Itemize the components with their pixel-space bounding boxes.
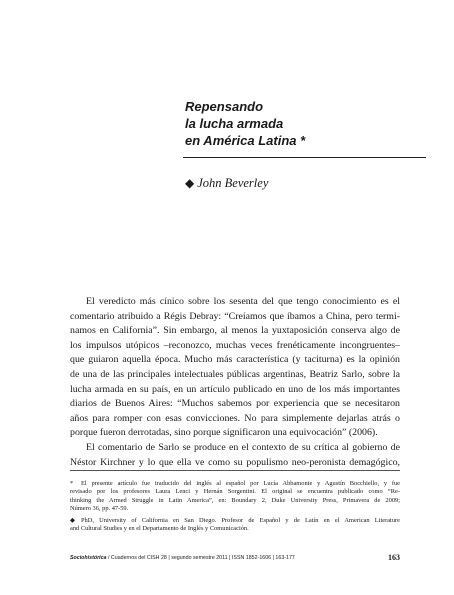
body-line: de una de las principales intelectuales públicas argentinas, Beatriz Sarlo, sobre la	[70, 368, 400, 380]
body-line: comentario atribuido a Régis Debray: “Creíamos que íbamos a China, pero termi-	[70, 310, 400, 322]
footnote-line: and Cultural Studies y en el Departamento de Inglés y Comunicación.	[70, 525, 249, 533]
body-text	[70, 295, 400, 470]
article-title	[185, 98, 425, 149]
title-line: la lucha armada	[185, 116, 284, 131]
footnote-line: ◆ PhD, University of California en San Diego. Profesor de Español y de Latín en el American Literature	[70, 517, 400, 525]
page-footer	[70, 555, 400, 561]
footnote-line: revisado por los profesores Laura Lenci y Hernán Sorgentini. El original se encuentra publicado como “Re-	[70, 488, 400, 496]
body-line: porque fueron derrotadas, sino porque significaron una equivocación” (2006).	[70, 427, 378, 439]
footnote	[70, 517, 400, 534]
body-line: El comentario de Sarlo se produce en el contexto de su crítica al gobierno de	[86, 441, 400, 453]
journal-name: Sociohistórica	[70, 555, 107, 561]
page-number: 163	[388, 553, 400, 562]
body-line: Néstor Kirchner y lo que ella ve como su populismo neo-peronista demagógico,	[70, 456, 400, 468]
footnote-line: thinking the Armed Struggle in Latin America”, en: Boundary 2, Duke University Press, Primavera de 2009;	[70, 496, 400, 504]
body-line: los impulsos utópicos –reconozco, muchas veces frenéticamente incongruentes–	[70, 339, 400, 351]
body-line: que guiaron aquella época. Mucho más característica (y taciturna) es la opinión	[70, 354, 400, 366]
diamond-icon: ◆	[185, 176, 195, 190]
body-line: lucha armada en su país, en un artículo publicado en uno de los más importantes	[70, 383, 400, 395]
body-line: años para romper con esas convicciones. No para simplemente dejarlas atrás o	[70, 412, 400, 424]
author-byline	[185, 176, 268, 191]
title-divider	[183, 157, 426, 158]
journal-details: / Cuadernos del CISH 28 | segundo semestre 2011 | ISSN 1852-1606 | 163-177	[107, 555, 295, 561]
diamond-icon: ◆	[70, 517, 75, 525]
footnote-line: * El presente artículo fue traducido del inglés al español por Lucía Abbamonte y Agustín Bocchiello, y fue	[70, 480, 400, 487]
author-name: John Beverley	[197, 176, 269, 190]
title-line: en América Latina *	[185, 133, 306, 148]
body-line: diarios de Buenos Aires: “Muchos sabemos por experiencia que se necesitaron	[70, 398, 400, 410]
footnote-line: Número 36, pp. 47-59.	[70, 504, 129, 512]
body-line: namos en California”. Sin embargo, al menos la yuxtaposición conserva algo de	[70, 325, 400, 337]
footnote	[70, 480, 400, 513]
footnote-divider	[70, 470, 400, 471]
footnotes	[70, 480, 400, 538]
body-line: El veredicto más cínico sobre los sesenta del que tengo conocimiento es el	[86, 296, 400, 307]
title-line: Repensando	[185, 99, 264, 114]
footnote-mark: *	[70, 480, 74, 487]
